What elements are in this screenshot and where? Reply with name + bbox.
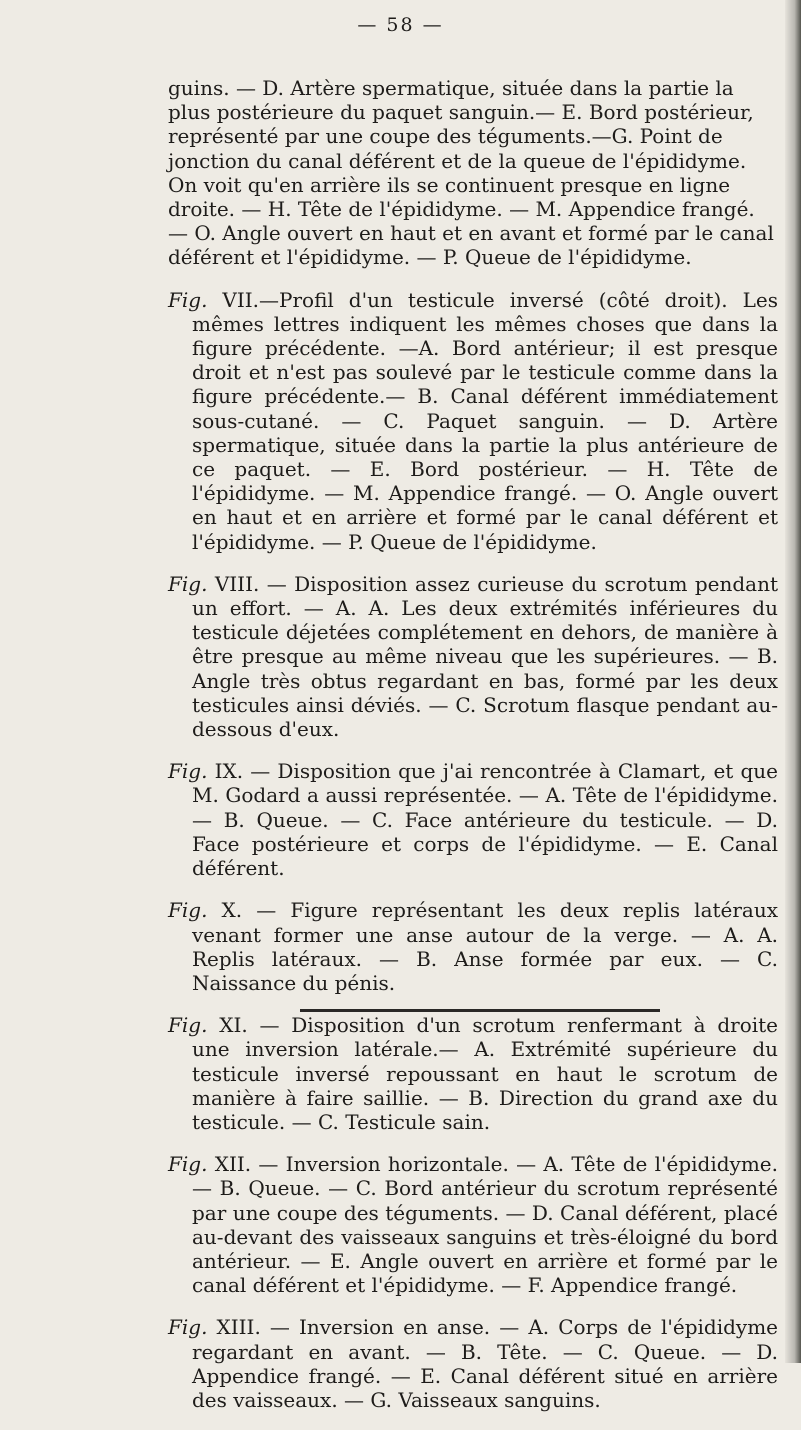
fig-label: Fig. bbox=[168, 571, 208, 596]
page-body bbox=[168, 56, 778, 1430]
caption-text: XII. — Inversion horizontale. — A. Tête de l'épididyme. — B. Queue. — C. Bord antérieur du scrotum représenté par une coupe des téguments. — D. Canal déférent, placé au-devant des vaisseaux sanguins et très-éloigné du bord antérieur. — E. Angle ouvert en arrière et formé par le canal déférent et l'épididyme. — F. Appendice frangé. bbox=[192, 1152, 778, 1298]
figure-caption-ix bbox=[168, 759, 778, 880]
caption-text: XI. — Disposition d'un scrotum renfermant à droite une inversion latérale.— A. Extrémité supérieure du testicule inversé repoussant en haut le scrotum de manière à faire saillie. — B. Direction du grand axe du testicule. — C. Testicule sain. bbox=[192, 1013, 779, 1134]
figure-caption-xii bbox=[168, 1152, 778, 1297]
figure-caption-viii bbox=[168, 572, 778, 741]
figure-caption-x bbox=[168, 898, 778, 995]
fig-label: Fig. bbox=[168, 759, 208, 784]
intro-paragraph: guins. — D. Artère spermatique, située dans la partie la plus postérieure du paquet sanguin.— E. Bord postérieur, représenté par une coupe des téguments.—G. Point de jonction du canal déférent et de la queue de l'épididyme. On voit qu'en arrière ils se continuent presque en ligne droite. — H. Tête de l'épididyme. — M. Appendice frangé. — O. Angle ouvert en haut et en avant et formé par le canal déférent et l'épididyme. — P. Queue de l'épididyme. bbox=[168, 76, 774, 270]
caption-text: VII.—Profil d'un testicule inversé (côté droit). Les mêmes lettres indiquent les mêmes choses que dans la figure précédente. —A. Bord antérieur; il est presque droit et n'est pas soulevé par le testicule comme dans la figure précédente.— B. Canal déférent immédiatement sous-cutané. — C. Paquet sanguin. — D. Artère spermatique, située dans la partie la plus antérieure de ce paquet. — E. Bord postérieur. — H. Tête de l'épididyme. — M. Appendice frangé. — O. Angle ouvert en haut et en arrière et formé par le canal déférent et l'épididyme. — P. Queue de l'épididyme. bbox=[192, 287, 779, 554]
page-edge-shadow bbox=[785, 0, 801, 1363]
fig-label: Fig. bbox=[168, 1013, 208, 1038]
fig-label: Fig. bbox=[168, 287, 208, 312]
caption-text: VIII. — Disposition assez curieuse du scrotum pendant un effort. — A. A. Les deux extrémités inférieures du testicule déjetées complétement en dehors, de manière à être presque au même niveau que les supérieures. — B. Angle très obtus regardant en bas, formé par les deux testicules ainsi déviés. — C. Scrotum flasque pendant au-dessous d'eux. bbox=[192, 571, 778, 742]
figure-caption-xi bbox=[168, 1013, 778, 1134]
caption-text: IX. — Disposition que j'ai rencontrée à Clamart, et que M. Godard a aussi représentée. — A. Tête de l'épididyme. — B. Queue. — C. Face antérieure du testicule. — D. Face postérieure et corps de l'épididyme. — E. Canal déférent. bbox=[192, 759, 778, 881]
page-number: — 58 — bbox=[357, 14, 444, 36]
fig-label: Fig. bbox=[168, 898, 208, 923]
fig-label: Fig. bbox=[168, 1152, 208, 1177]
figure-caption-xiii bbox=[168, 1315, 778, 1412]
caption-text: X. — Figure représentant les deux replis latéraux venant former une anse autour de la verge. — A. A. Replis latéraux. — B. Anse formée par eux. — C. Naissance du pénis. bbox=[192, 898, 779, 995]
fig-label: Fig. bbox=[168, 1315, 208, 1340]
caption-text: XIII. — Inversion en anse. — A. Corps de l'épididyme regardant en avant. — B. Tête. — C. Queue. — D. Appendice frangé. — E. Canal déférent situé en arrière des vaisseaux. — G. Vaisseaux sanguins. bbox=[192, 1315, 778, 1412]
figure-caption-vii bbox=[168, 288, 778, 554]
end-rule bbox=[300, 1009, 660, 1012]
